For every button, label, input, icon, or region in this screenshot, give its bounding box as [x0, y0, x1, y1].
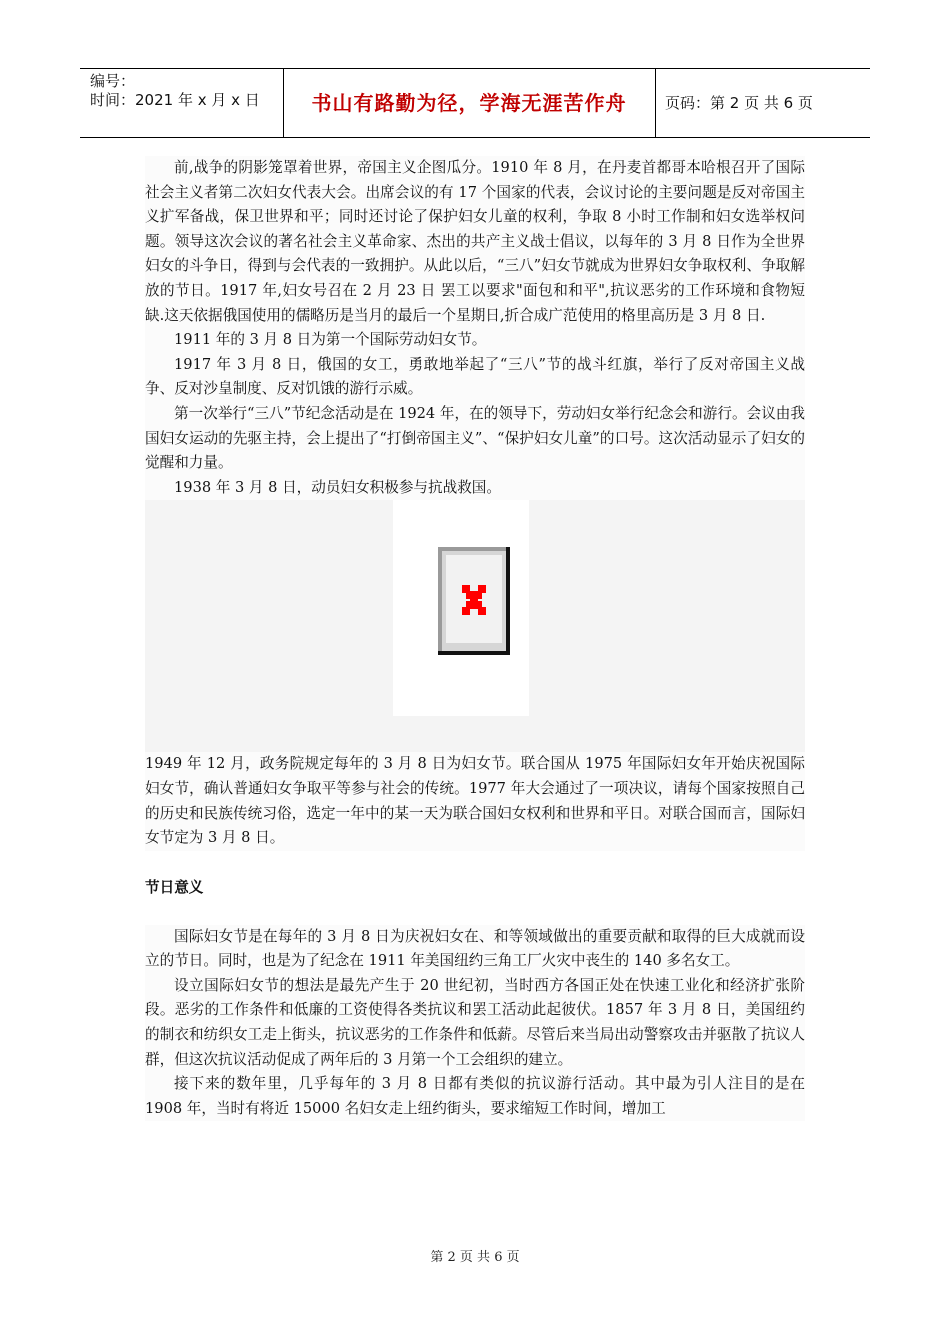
number-label: 编号：: [90, 72, 136, 90]
section-heading: 节日意义: [145, 878, 204, 896]
paragraph: 1949 年 12 月，政务院规定每年的 3 月 8 日为妇女节。联合国从 1975 年国际妇女年开始庆祝国际妇女节，确认普通妇女争取平等参与社会的传统。1977 年大会通过了一项决议，请每个国家按照自己的历史和民族传统习俗，选定一年中的某一天为联合国妇女权利和世界和平日。对联合国而言，国际妇女节定为 3 月 8 日。: [145, 755, 805, 847]
document-body: [145, 156, 805, 1121]
page-header: [80, 68, 870, 138]
header-meta: [80, 69, 284, 137]
history-block: [145, 156, 805, 851]
paragraph: 前,战争的阴影笼罩着世界，帝国主义企图瓜分。1910 年 8 月，在丹麦首都哥本哈根召开了国际社会主义者第二次妇女代表大会。出席会议的有 17 个国家的代表，会议讨论的主要问题是反对帝国主义扩军备战，保卫世界和平；同时还讨论了保护妇女儿童的权利，争取 8 小时工作制和妇女选举权问题。领导这次会议的著名社会主义革命家、杰出的共产主义战士倡议，以每年的 3 月 8 日作为全世界妇女的斗争日，得到与会代表的一致拥护。从此以后，“三八”妇女节就成为世界妇女争取权利、争取解放的节日。1917 年,妇女号召在 2 月 23 日 罢工以要求"面包和和平",抗议恶劣的工作环境和食物短缺.这天依据俄国使用的儒略历是当月的最后一个星期日,折合成广范使用的格里高历是 3 月 8 日.: [145, 159, 805, 324]
image-frame: [393, 500, 529, 716]
meaning-block: [145, 925, 805, 1122]
time-label: 时间：2021 年 x 月 x 日: [90, 91, 260, 109]
paragraph: 1911 年的 3 月 8 日为第一个国际劳动妇女节。: [174, 331, 487, 349]
embedded-image: [145, 500, 805, 752]
paragraph: 1917 年 3 月 8 日，俄国的女工，勇敢地举起了“三八”节的战斗红旗，举行了反对帝国主义战争、反对沙皇制度、反对饥饿的游行示威。: [145, 355, 805, 398]
paragraph: 国际妇女节是在每年的 3 月 8 日为庆祝妇女在、和等领域做出的重要贡献和取得的巨大成就而设立的节日。同时，也是为了纪念在 1911 年美国纽约三角工厂火灾中丧生的 140 多名女工。: [145, 927, 805, 970]
header-motto-cell: [283, 69, 656, 137]
page-footer: 第 2 页 共 6 页: [430, 1250, 520, 1265]
broken-image-icon: [438, 547, 510, 655]
paragraph: 1938 年 3 月 8 日，动员妇女积极参与抗战救国。: [174, 478, 501, 496]
paragraph: 第一次举行“三八”节纪念活动是在 1924 年，在的领导下，劳动妇女举行纪念会和游行。会议由我国妇女运动的先驱主持，会上提出了“打倒帝国主义”、“保护妇女儿童”的口号。这次活动显示了妇女的觉醒和力量。: [145, 404, 805, 472]
motto: 书山有路勤为径，学海无涯苦作舟: [311, 91, 627, 115]
paragraph: 设立国际妇女节的想法是最先产生于 20 世纪初，当时西方各国正处在快速工业化和经济扩张阶段。恶劣的工作条件和低廉的工资使得各类抗议和罢工活动此起彼伏。1857 年 3 月 8 日，美国纽约的制衣和纺织女工走上街头，抗议恶劣的工作条件和低薪。尽管后来当局出动警察攻击并驱散了抗议人群，但这次抗议活动促成了两年后的 3 月第一个工会组织的建立。: [145, 976, 805, 1068]
header-page-cell: [655, 69, 870, 137]
paragraph: 接下来的数年里，几乎每年的 3 月 8 日都有类似的抗议游行活动。其中最为引人注目的是在 1908 年，当时有将近 15000 名妇女走上纽约街头，要求缩短工作时间，增加工: [145, 1075, 805, 1117]
page-label: 页码：第 2 页 共 6 页: [665, 94, 813, 112]
